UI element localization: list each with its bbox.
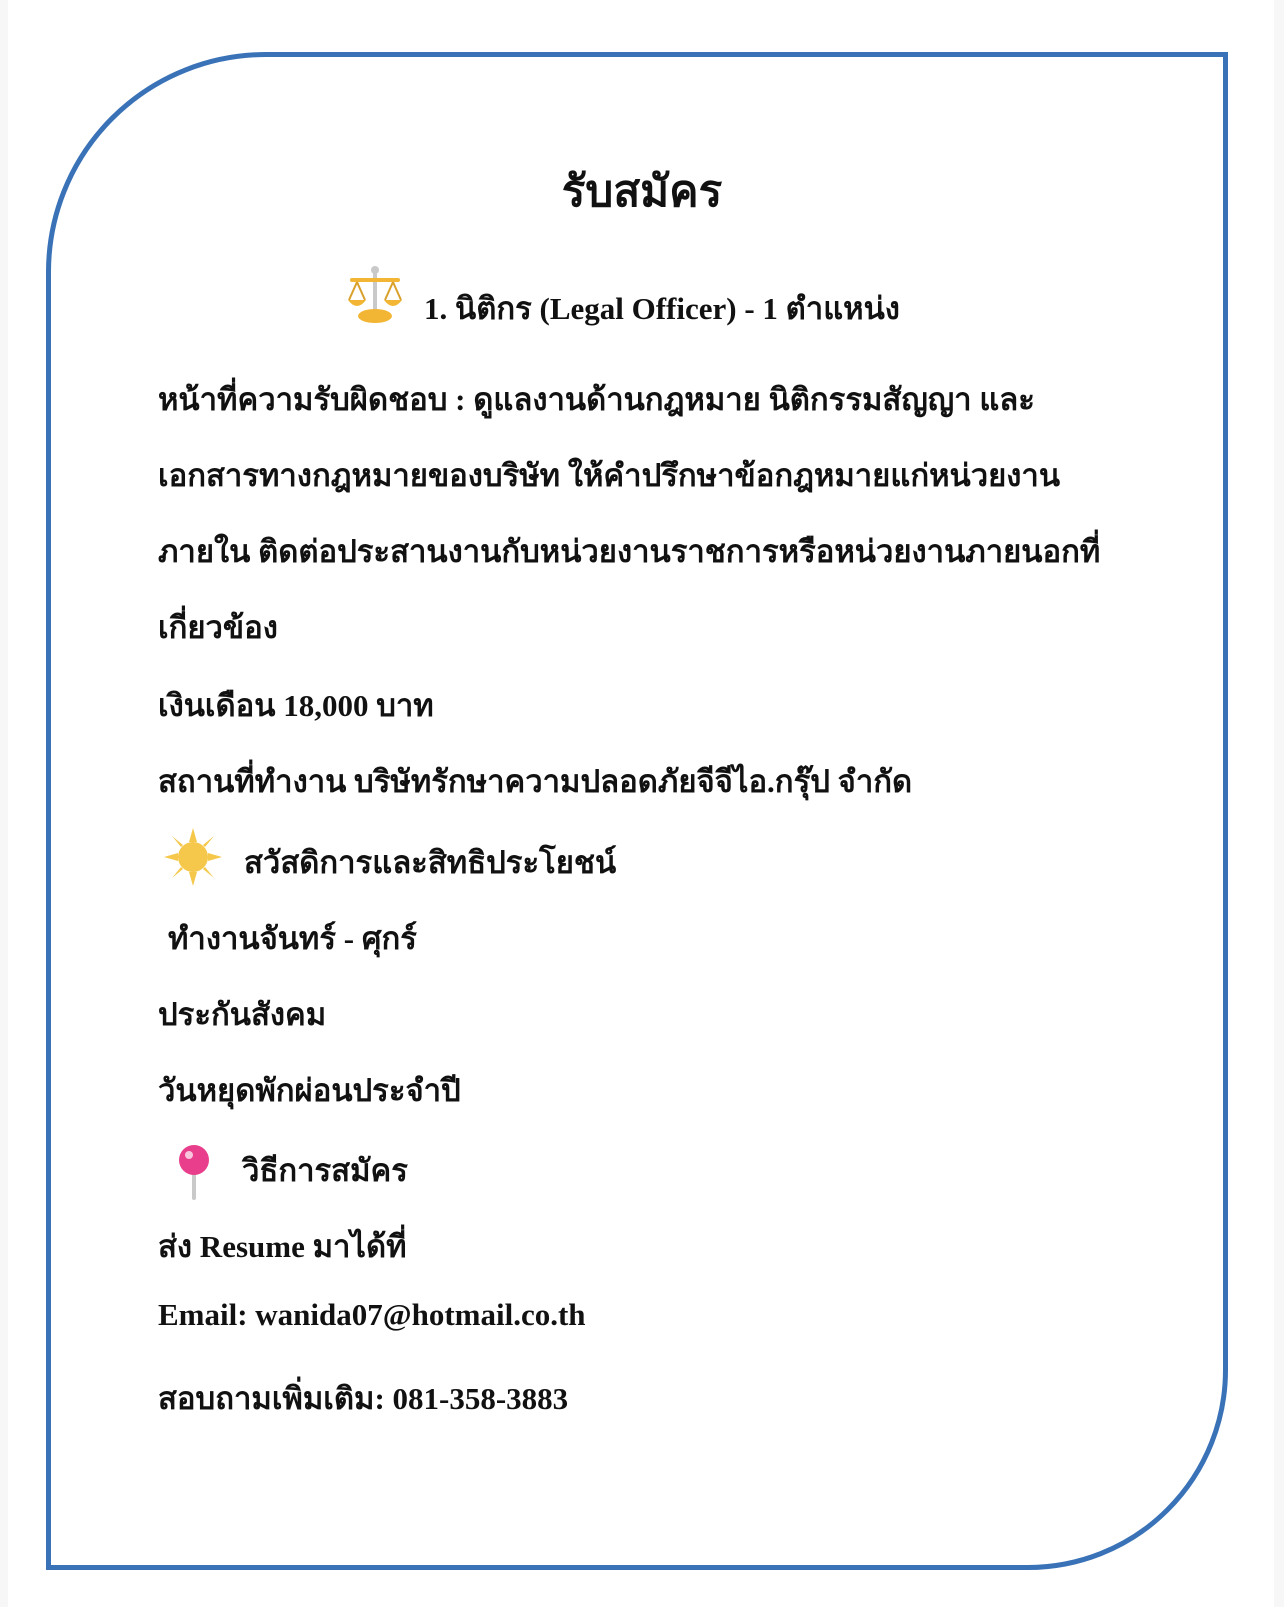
- position-title: 1. นิติกร (Legal Officer) - 1 ตำแหน่ง: [424, 291, 900, 326]
- apply-email: Email: wanida07@hotmail.co.th: [158, 1297, 586, 1332]
- benefits-heading: สวัสดิการและสิทธิประโยชน์: [244, 845, 617, 880]
- duties-line-1: หน้าที่ความรับผิดชอบ : ดูแลงานด้านกฎหมาย นิติกรรมสัญญา และ: [158, 382, 1035, 417]
- duties-line-3: ภายใน ติดต่อประสานงานกับหน่วยงานราชการหรือหน่วยงานภายนอกที่: [158, 534, 1101, 569]
- benefit-item-workdays: ทำงานจันทร์ - ศุกร์: [168, 921, 417, 956]
- apply-heading: วิธีการสมัคร: [242, 1153, 408, 1188]
- page-title: รับสมัคร: [561, 167, 723, 216]
- benefit-item-social-security: ประกันสังคม: [158, 997, 327, 1032]
- pin-icon: [174, 1144, 214, 1202]
- scales-icon: [344, 266, 406, 326]
- duties-line-4: เกี่ยวข้อง: [158, 610, 278, 645]
- duties-line-2: เอกสารทางกฎหมายของบริษัท ให้คำปรึกษาข้อกฎหมายแก่หน่วยงาน: [158, 458, 1061, 493]
- content-frame: [46, 52, 1228, 1570]
- sun-icon: [164, 828, 222, 886]
- salary: เงินเดือน 18,000 บาท: [158, 688, 434, 723]
- apply-phone: สอบถามเพิ่มเติม: 081-358-3883: [158, 1381, 569, 1416]
- benefit-item-annual-leave: วันหยุดพักผ่อนประจำปี: [158, 1073, 461, 1108]
- apply-send-resume: ส่ง Resume มาได้ที่: [158, 1229, 407, 1264]
- workplace: สถานที่ทำงาน บริษัทรักษาความปลอดภัยจีจีไอ.กรุ๊ป จำกัด: [158, 764, 913, 799]
